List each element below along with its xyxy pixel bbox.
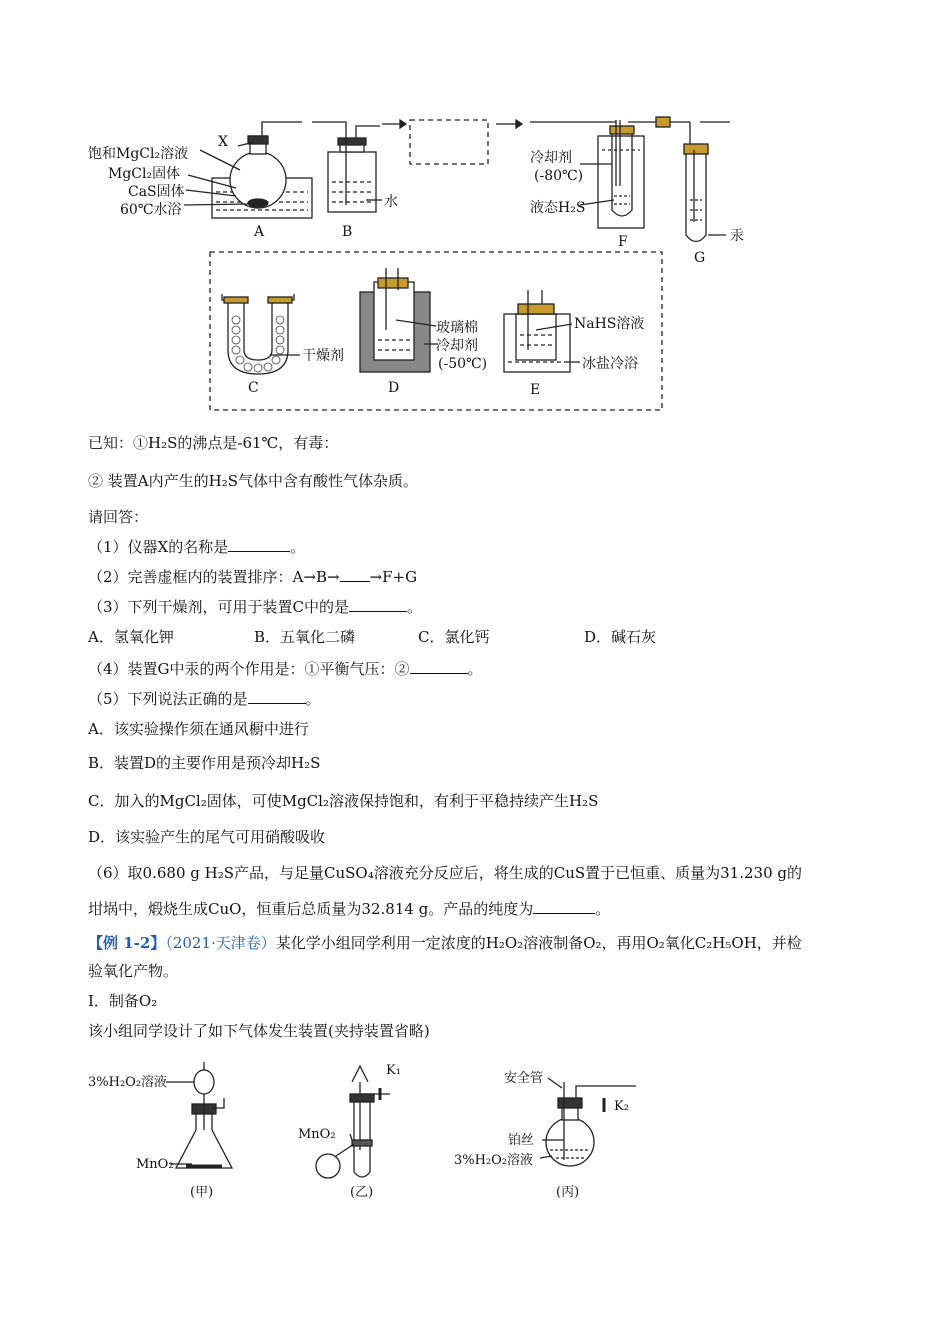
separatory-funnel (194, 1070, 214, 1094)
placeholder-box (410, 120, 488, 164)
section-1-desc: 该小组同学设计了如下气体发生装置(夹持装置省略) (88, 1022, 430, 1040)
beaker-e (504, 314, 570, 372)
label-pt-wire: 铂丝 (508, 1133, 535, 1148)
label-safety-tube: 安全管 (504, 1071, 544, 1086)
label-d: D (388, 380, 400, 396)
q5-option-d[interactable]: D．该实验产生的尾气可用硝酸吸收 (88, 828, 326, 846)
q5-end: 。 (305, 690, 321, 708)
label-mercury: 汞 (730, 228, 744, 244)
label-coolant-temp: (-80℃) (534, 168, 584, 184)
label-coolant: 冷却剂 (530, 150, 572, 166)
test-tube (354, 1100, 370, 1177)
question-1 (88, 536, 305, 557)
q4-text: （4）装置G中汞的两个作用是：①平衡气压：② (88, 660, 410, 678)
label-bath: 60℃水浴 (120, 202, 182, 218)
example-header (88, 932, 802, 953)
label-jia: (甲) (190, 1185, 214, 1200)
label-g: G (694, 250, 706, 266)
label-nahs: NaHS溶液 (574, 316, 645, 332)
label-liquid-h2s: 液态H₂S (530, 200, 586, 216)
q3-option-c[interactable]: C．氯化钙 (418, 628, 490, 646)
q2-end: →F+G (369, 568, 418, 586)
label-glass-wool: 玻璃棉 (436, 320, 478, 336)
ask: 请回答： (88, 508, 149, 526)
q5-option-b[interactable]: B．装置D的主要作用是预冷却H₂S (88, 754, 321, 772)
q6-text: 坩埚中，煅烧生成CuO，恒重后总质量为32.814 g。产品的纯度为 (88, 900, 534, 918)
apparatus-figure-2 (0, 1050, 950, 1210)
round-flask (546, 1118, 594, 1166)
label-k2: K₂ (614, 1099, 629, 1114)
q1-text: （1）仪器X的名称是 (88, 538, 229, 556)
label-cas-solid: CaS固体 (128, 184, 185, 200)
q5-text: （5）下列说法正确的是 (88, 690, 248, 708)
label-mgcl2-solid: MgCl₂固体 (108, 166, 181, 182)
label-x: X (218, 134, 228, 150)
q3-option-d[interactable]: D．碱石灰 (584, 628, 657, 646)
example-tag: 【例 1-2】 (88, 934, 166, 952)
q1-end: 。 (290, 538, 306, 556)
q3-option-a[interactable]: A．氢氧化钾 (88, 628, 174, 646)
label-f: F (618, 234, 628, 250)
label-mgcl2-solution: 饱和MgCl₂溶液 (88, 146, 189, 162)
q4-end: 。 (467, 660, 483, 678)
q5-option-c[interactable]: C．加入的MgCl₂固体，可使MgCl₂溶液保持饱和，有利于平稳持续产生H₂S (88, 792, 599, 810)
q3-blank[interactable] (349, 599, 407, 612)
known-1: 已知：①H₂S的沸点是-61℃，有毒： (88, 434, 339, 452)
q3-text: （3）下列干燥剂，可用于装置C中的是 (88, 598, 350, 616)
q1-blank[interactable] (228, 539, 290, 552)
known-2: ② 装置A内产生的H₂S气体中含有酸性气体杂质。 (88, 472, 418, 490)
label-c: C (248, 380, 259, 396)
q6-end: 。 (595, 900, 611, 918)
question-6-line-2 (88, 898, 610, 919)
q2-blank[interactable] (340, 569, 370, 582)
question-4 (88, 658, 483, 679)
label-e: E (530, 382, 541, 398)
q3-option-b[interactable]: B．五氧化二磷 (254, 628, 356, 646)
label-a: A (254, 224, 265, 240)
label-coolant2: 冷却剂 (436, 338, 478, 354)
label-mno2-a: MnO₂ (136, 1157, 174, 1172)
question-2 (88, 566, 417, 587)
section-1-title: I．制备O₂ (88, 992, 158, 1010)
example-body: 某化学小组同学利用一定浓度的H₂O₂溶液制备O₂，再用O₂氧化C₂H₅OH，并检 (275, 934, 802, 952)
label-b: B (342, 224, 353, 240)
label-water: 水 (384, 194, 398, 210)
q3-end: 。 (407, 598, 423, 616)
q5-blank[interactable] (248, 691, 306, 704)
q2-text: （2）完善虚框内的装置排序：A→B→ (88, 568, 340, 586)
porous-plate (316, 1154, 340, 1178)
question-3 (88, 596, 422, 617)
label-k1: K₁ (386, 1063, 401, 1078)
label-h2o2-a: 3%H₂O₂溶液 (88, 1075, 168, 1090)
q5-option-a[interactable]: A．该实验操作须在通风橱中进行 (88, 720, 309, 738)
label-desiccant: 干燥剂 (302, 348, 344, 364)
example-body-2: 验氧化产物。 (88, 962, 179, 980)
label-coolant2-temp: (-50℃) (438, 356, 488, 372)
apparatus-figure-1 (0, 0, 950, 420)
question-5 (88, 688, 321, 709)
q4-blank[interactable] (410, 661, 468, 674)
q6-blank[interactable] (533, 901, 595, 914)
label-yi: (乙) (350, 1185, 374, 1200)
label-mno2-b: MnO₂ (298, 1127, 336, 1142)
label-h2o2-c: 3%H₂O₂溶液 (454, 1153, 534, 1168)
example-source: （2021·天津卷） (165, 934, 276, 952)
label-bing: (丙) (556, 1185, 580, 1200)
label-ice-salt: 冰盐冷浴 (582, 356, 638, 372)
question-6-line-1: （6）取0.680 g H₂S产品，与足量CuSO₄溶液充分反应后，将生成的CuS置于已恒重、质量为31.230 g的 (88, 864, 802, 882)
desiccant-beads (232, 316, 284, 372)
